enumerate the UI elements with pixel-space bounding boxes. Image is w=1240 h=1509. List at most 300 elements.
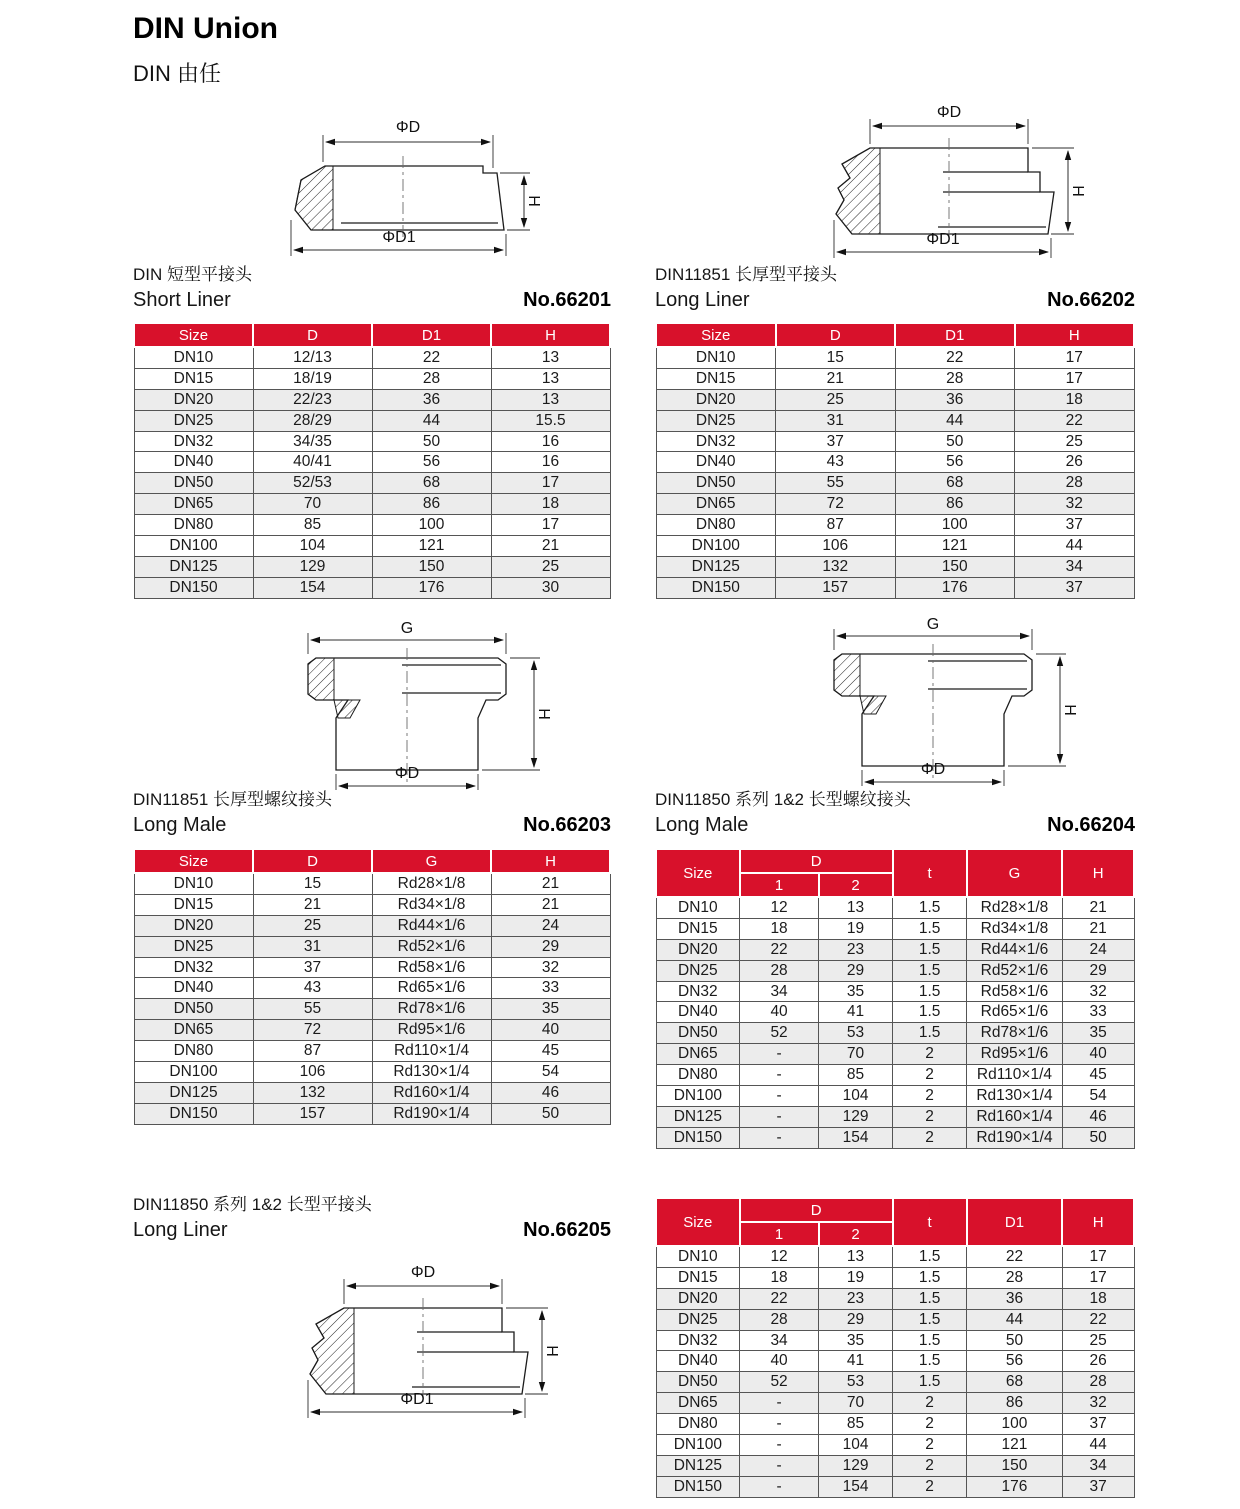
table-cell: 56 [895, 452, 1015, 473]
table-cell: 40 [740, 1002, 819, 1023]
table-cell: 21 [491, 536, 610, 557]
table-cell: DN40 [134, 452, 253, 473]
section-title-en: Long Liner [133, 1219, 228, 1241]
table-cell: Rd28×1/8 [372, 873, 491, 894]
table-cell: 15.5 [491, 410, 610, 431]
table-cell: 21 [776, 368, 896, 389]
table-cell: 34 [1015, 556, 1135, 577]
table-cell: 2 [893, 1106, 967, 1127]
table-cell: - [740, 1435, 819, 1456]
column-header: G [967, 849, 1063, 897]
table-cell: 52 [740, 1372, 819, 1393]
table-cell: DN25 [134, 410, 253, 431]
table-cell: 37 [1015, 515, 1135, 536]
table-cell: 13 [491, 347, 610, 368]
table-row [656, 939, 1134, 960]
table-cell: 100 [895, 515, 1015, 536]
section-number: No.66204 [1047, 814, 1135, 836]
table-row [134, 1103, 610, 1124]
table-cell: DN50 [656, 1372, 740, 1393]
table-cell: 106 [253, 1062, 372, 1083]
header-row [656, 1198, 1134, 1222]
dim-label-phi-d: ΦD [395, 119, 421, 136]
table-cell: 40 [740, 1351, 819, 1372]
spec-table [655, 848, 1135, 1149]
table-cell: DN50 [656, 473, 776, 494]
dim-label-phi-d: ΦD [394, 765, 420, 782]
table-cell: DN150 [134, 1103, 253, 1124]
table-cell: 121 [895, 536, 1015, 557]
table-cell: 52 [740, 1023, 819, 1044]
dim-label-h: H [535, 708, 552, 720]
column-header: 1 [740, 1222, 819, 1246]
table-row [134, 1082, 610, 1103]
table-cell: Rd190×1/4 [372, 1103, 491, 1124]
table-cell: 1.5 [893, 1351, 967, 1372]
table-cell: 37 [1062, 1414, 1134, 1435]
table-cell: DN20 [134, 915, 253, 936]
column-header: 2 [819, 873, 893, 897]
table-cell: 41 [819, 1002, 893, 1023]
header-row [656, 849, 1134, 873]
header-row [134, 323, 610, 347]
table-row [656, 1414, 1134, 1435]
table-cell: DN80 [656, 515, 776, 536]
table-row [656, 556, 1134, 577]
table-cell: 22 [895, 347, 1015, 368]
table-cell: 25 [491, 556, 610, 577]
table-cell: Rd130×1/4 [967, 1086, 1063, 1107]
section-title-cn: DIN11851 长厚型平接头 [655, 265, 838, 284]
section-title-en: Short Liner [133, 289, 231, 311]
table-cell: 18/19 [253, 368, 372, 389]
table-cell: Rd65×1/6 [967, 1002, 1063, 1023]
table-row [656, 347, 1134, 368]
table-cell: 29 [491, 936, 610, 957]
table-cell: DN10 [134, 347, 253, 368]
column-header: D [740, 1198, 893, 1222]
table-cell: 37 [253, 957, 372, 978]
table-cell: 54 [1062, 1086, 1134, 1107]
table-cell: - [740, 1455, 819, 1476]
table-cell: DN20 [656, 389, 776, 410]
table-cell: 34 [1062, 1455, 1134, 1476]
table-cell: 31 [776, 410, 896, 431]
table-cell: 29 [819, 960, 893, 981]
table-cell: Rd110×1/4 [967, 1065, 1063, 1086]
table-cell: 22 [1015, 410, 1135, 431]
table-cell: 12/13 [253, 347, 372, 368]
table-cell: 17 [1015, 368, 1135, 389]
table-cell: DN32 [134, 431, 253, 452]
table-cell: 26 [1062, 1351, 1134, 1372]
column-header: 1 [740, 873, 819, 897]
table-cell: DN125 [656, 1106, 740, 1127]
table-cell: 46 [1062, 1106, 1134, 1127]
table-cell: 50 [491, 1103, 610, 1124]
table-cell: 2 [893, 1414, 967, 1435]
table-cell: 1.5 [893, 981, 967, 1002]
table-row [656, 960, 1134, 981]
table-cell: 2 [893, 1393, 967, 1414]
table-cell: 43 [253, 978, 372, 999]
table-cell: DN150 [134, 577, 253, 598]
table-cell: 43 [776, 452, 896, 473]
table-cell: 70 [819, 1044, 893, 1065]
table-row [656, 494, 1134, 515]
table-cell: DN15 [134, 894, 253, 915]
table-cell: 17 [491, 515, 610, 536]
table-cell: 30 [491, 577, 610, 598]
table-cell: DN20 [656, 939, 740, 960]
table-row [656, 431, 1134, 452]
table-row [656, 1351, 1134, 1372]
table-cell: Rd58×1/6 [372, 957, 491, 978]
section-caption-66201 [133, 263, 611, 314]
header-row [656, 323, 1134, 347]
table-cell: DN150 [656, 1127, 740, 1148]
table-cell: 13 [491, 368, 610, 389]
column-header: Size [134, 323, 253, 347]
table-cell: 1.5 [893, 1288, 967, 1309]
table-cell: 54 [491, 1062, 610, 1083]
table-cell: DN32 [656, 981, 740, 1002]
table-cell: 104 [253, 536, 372, 557]
table-cell: Rd34×1/8 [967, 918, 1063, 939]
dim-label-g: G [926, 616, 940, 633]
table-cell: 1.5 [893, 1002, 967, 1023]
table-cell: 25 [1015, 431, 1135, 452]
table-cell: 2 [893, 1065, 967, 1086]
table-cell: 16 [491, 452, 610, 473]
table-row [134, 536, 610, 557]
table-cell: 32 [1062, 981, 1134, 1002]
table-cell: 34 [740, 1330, 819, 1351]
table-row [134, 999, 610, 1020]
table-cell: 44 [1015, 536, 1135, 557]
table-cell: DN65 [656, 494, 776, 515]
table-cell: 70 [253, 494, 372, 515]
section-title-cn: DIN11850 系列 1&2 长型螺纹接头 [655, 790, 911, 809]
technical-drawing-long-male-left [252, 622, 552, 792]
table-cell: Rd160×1/4 [967, 1106, 1063, 1127]
table-cell: DN40 [656, 452, 776, 473]
table-cell: 36 [372, 389, 491, 410]
table-cell: 21 [1062, 918, 1134, 939]
table-cell: Rd52×1/6 [967, 960, 1063, 981]
table-cell: 13 [819, 1246, 893, 1267]
table-row [134, 410, 610, 431]
spec-table [655, 322, 1135, 599]
table-row [134, 452, 610, 473]
table-cell: DN15 [134, 368, 253, 389]
table-cell: 86 [967, 1393, 1063, 1414]
table-row [656, 515, 1134, 536]
table-cell: Rd65×1/6 [372, 978, 491, 999]
table-cell: 72 [253, 1020, 372, 1041]
table-cell: 15 [776, 347, 896, 368]
table-cell: 154 [819, 1127, 893, 1148]
table-cell: 50 [967, 1330, 1063, 1351]
table-row [656, 1044, 1134, 1065]
table-cell: 37 [776, 431, 896, 452]
table-row [656, 1002, 1134, 1023]
table-cell: DN25 [656, 410, 776, 431]
table-row [656, 452, 1134, 473]
section-caption-66203 [133, 788, 611, 839]
table-cell: 23 [819, 1288, 893, 1309]
table-cell: 40/41 [253, 452, 372, 473]
table-cell: 44 [895, 410, 1015, 431]
table-cell: DN65 [134, 1020, 253, 1041]
table-cell: 1.5 [893, 1309, 967, 1330]
table-cell: 129 [819, 1106, 893, 1127]
table-cell: DN80 [134, 515, 253, 536]
table-cell: Rd190×1/4 [967, 1127, 1063, 1148]
table-cell: 176 [967, 1476, 1063, 1497]
table-cell: DN80 [134, 1041, 253, 1062]
table-no-66203 [133, 848, 611, 1125]
table-row [134, 389, 610, 410]
table-cell: Rd52×1/6 [372, 936, 491, 957]
table-cell: Rd34×1/8 [372, 894, 491, 915]
table-cell: 87 [253, 1041, 372, 1062]
table-cell: DN100 [134, 536, 253, 557]
table-cell: Rd95×1/6 [967, 1044, 1063, 1065]
table-row [656, 1267, 1134, 1288]
table-cell: 28 [967, 1267, 1063, 1288]
table-cell: 1.5 [893, 1267, 967, 1288]
table-cell: 28 [740, 1309, 819, 1330]
table-cell: 29 [1062, 960, 1134, 981]
table-cell: DN15 [656, 1267, 740, 1288]
table-cell: 87 [776, 515, 896, 536]
table-cell: 29 [819, 1309, 893, 1330]
table-cell: Rd44×1/6 [967, 939, 1063, 960]
table-cell: 100 [372, 515, 491, 536]
column-header: H [491, 323, 610, 347]
table-cell: 18 [1062, 1288, 1134, 1309]
table-cell: 129 [819, 1455, 893, 1476]
table-cell: 15 [253, 873, 372, 894]
table-cell: 1.5 [893, 1023, 967, 1044]
table-cell: DN40 [134, 978, 253, 999]
table-cell: 32 [1015, 494, 1135, 515]
table-row [134, 556, 610, 577]
table-cell: Rd44×1/6 [372, 915, 491, 936]
table-row [656, 1435, 1134, 1456]
table-cell: DN100 [656, 1435, 740, 1456]
table-cell: DN20 [656, 1288, 740, 1309]
table-cell: - [740, 1086, 819, 1107]
section-title-en: Long Male [133, 814, 227, 836]
table-cell: 17 [1062, 1267, 1134, 1288]
table-cell: Rd160×1/4 [372, 1082, 491, 1103]
table-cell: DN10 [656, 1246, 740, 1267]
table-cell: 13 [491, 389, 610, 410]
table-cell: 36 [895, 389, 1015, 410]
table-cell: 1.5 [893, 1330, 967, 1351]
table-cell: 132 [253, 1082, 372, 1103]
table-cell: 50 [372, 431, 491, 452]
table-cell: 52/53 [253, 473, 372, 494]
spec-table [655, 1197, 1135, 1498]
table-no-66202 [655, 322, 1135, 599]
table-cell: 22 [740, 939, 819, 960]
table-cell: 21 [1062, 897, 1134, 918]
table-cell: 45 [1062, 1065, 1134, 1086]
table-cell: DN50 [134, 999, 253, 1020]
table-cell: 1.5 [893, 918, 967, 939]
table-cell: 1.5 [893, 960, 967, 981]
table-cell: 28 [895, 368, 1015, 389]
table-cell: 106 [776, 536, 896, 557]
table-row [656, 1106, 1134, 1127]
table-row [656, 897, 1134, 918]
table-cell: 176 [895, 577, 1015, 598]
table-cell: 19 [819, 1267, 893, 1288]
column-header: H [1015, 323, 1135, 347]
table-cell: 72 [776, 494, 896, 515]
table-row [134, 936, 610, 957]
column-header: Size [656, 849, 740, 897]
column-header: Size [656, 323, 776, 347]
table-cell: DN25 [134, 936, 253, 957]
table-cell: 40 [491, 1020, 610, 1041]
table-cell: 86 [895, 494, 1015, 515]
table-cell: 28 [1062, 1372, 1134, 1393]
table-cell: DN25 [656, 960, 740, 981]
table-row [656, 1455, 1134, 1476]
table-cell: 55 [253, 999, 372, 1020]
table-row [134, 515, 610, 536]
table-cell: 44 [967, 1309, 1063, 1330]
table-cell: 17 [1015, 347, 1135, 368]
table-cell: 35 [819, 981, 893, 1002]
table-cell: 45 [491, 1041, 610, 1062]
table-row [656, 577, 1134, 598]
table-cell: 18 [1015, 389, 1135, 410]
table-cell: 33 [1062, 1002, 1134, 1023]
page-subtitle: DIN 由任 [133, 61, 222, 86]
table-cell: 85 [253, 515, 372, 536]
table-cell: 31 [253, 936, 372, 957]
spec-table [133, 848, 611, 1125]
table-cell: 157 [776, 577, 896, 598]
table-cell: DN100 [134, 1062, 253, 1083]
column-header: D [740, 849, 893, 873]
table-cell: 25 [776, 389, 896, 410]
table-no-66204 [655, 848, 1135, 1149]
table-row [134, 431, 610, 452]
table-cell: 68 [895, 473, 1015, 494]
table-cell: 2 [893, 1086, 967, 1107]
column-header: D1 [895, 323, 1015, 347]
table-cell: - [740, 1476, 819, 1497]
table-cell: Rd78×1/6 [372, 999, 491, 1020]
table-row [656, 1023, 1134, 1044]
dim-label-h: H [543, 1345, 560, 1357]
table-cell: 22 [967, 1246, 1063, 1267]
table-row [656, 981, 1134, 1002]
table-cell: - [740, 1393, 819, 1414]
table-cell: 35 [1062, 1023, 1134, 1044]
section-title-cn: DIN11851 长厚型螺纹接头 [133, 790, 333, 809]
table-cell: 68 [967, 1372, 1063, 1393]
column-header: Size [656, 1198, 740, 1246]
page-title: DIN Union [133, 12, 278, 45]
table-cell: 18 [491, 494, 610, 515]
table-cell: DN150 [656, 1476, 740, 1497]
section-title-cn: DIN 短型平接头 [133, 265, 252, 284]
table-cell: DN150 [656, 577, 776, 598]
table-cell: 32 [1062, 1393, 1134, 1414]
table-cell: - [740, 1044, 819, 1065]
table-no-66205 [655, 1197, 1135, 1498]
table-cell: 121 [967, 1435, 1063, 1456]
section-caption-66202 [655, 263, 1135, 314]
table-row [134, 894, 610, 915]
table-row [656, 1330, 1134, 1351]
table-row [134, 368, 610, 389]
table-cell: 150 [895, 556, 1015, 577]
table-row [134, 1062, 610, 1083]
table-cell: 154 [819, 1476, 893, 1497]
table-cell: 26 [1015, 452, 1135, 473]
table-cell: DN65 [656, 1044, 740, 1065]
technical-drawing-long-liner [788, 104, 1086, 266]
section-caption-66204 [655, 788, 1135, 839]
table-cell: 34 [740, 981, 819, 1002]
table-cell: DN10 [656, 347, 776, 368]
table-cell: 22 [372, 347, 491, 368]
table-cell: 1.5 [893, 939, 967, 960]
column-header: 2 [819, 1222, 893, 1246]
column-header: D1 [372, 323, 491, 347]
dim-label-phi-d1: ΦD1 [400, 1391, 434, 1408]
table-cell: 53 [819, 1023, 893, 1044]
table-cell: 28 [740, 960, 819, 981]
table-cell: 16 [491, 431, 610, 452]
column-header: D [253, 849, 372, 873]
table-cell: DN80 [656, 1065, 740, 1086]
table-cell: 44 [372, 410, 491, 431]
table-row [134, 347, 610, 368]
table-cell: 40 [1062, 1044, 1134, 1065]
table-row [134, 957, 610, 978]
table-cell: 56 [967, 1351, 1063, 1372]
table-cell: 28/29 [253, 410, 372, 431]
table-cell: 13 [819, 897, 893, 918]
technical-drawing-long-male-right [778, 618, 1078, 788]
table-cell: 53 [819, 1372, 893, 1393]
table-cell: DN10 [134, 873, 253, 894]
table-cell: 2 [893, 1455, 967, 1476]
table-row [134, 1020, 610, 1041]
dim-label-g: G [400, 620, 414, 637]
table-cell: 34/35 [253, 431, 372, 452]
table-cell: 37 [1015, 577, 1135, 598]
technical-drawing-short-liner [245, 118, 542, 263]
table-cell: 100 [967, 1414, 1063, 1435]
table-cell: 104 [819, 1435, 893, 1456]
table-cell: Rd58×1/6 [967, 981, 1063, 1002]
table-cell: 23 [819, 939, 893, 960]
table-cell: Rd130×1/4 [372, 1062, 491, 1083]
table-row [134, 494, 610, 515]
table-row [656, 473, 1134, 494]
table-row [134, 1041, 610, 1062]
